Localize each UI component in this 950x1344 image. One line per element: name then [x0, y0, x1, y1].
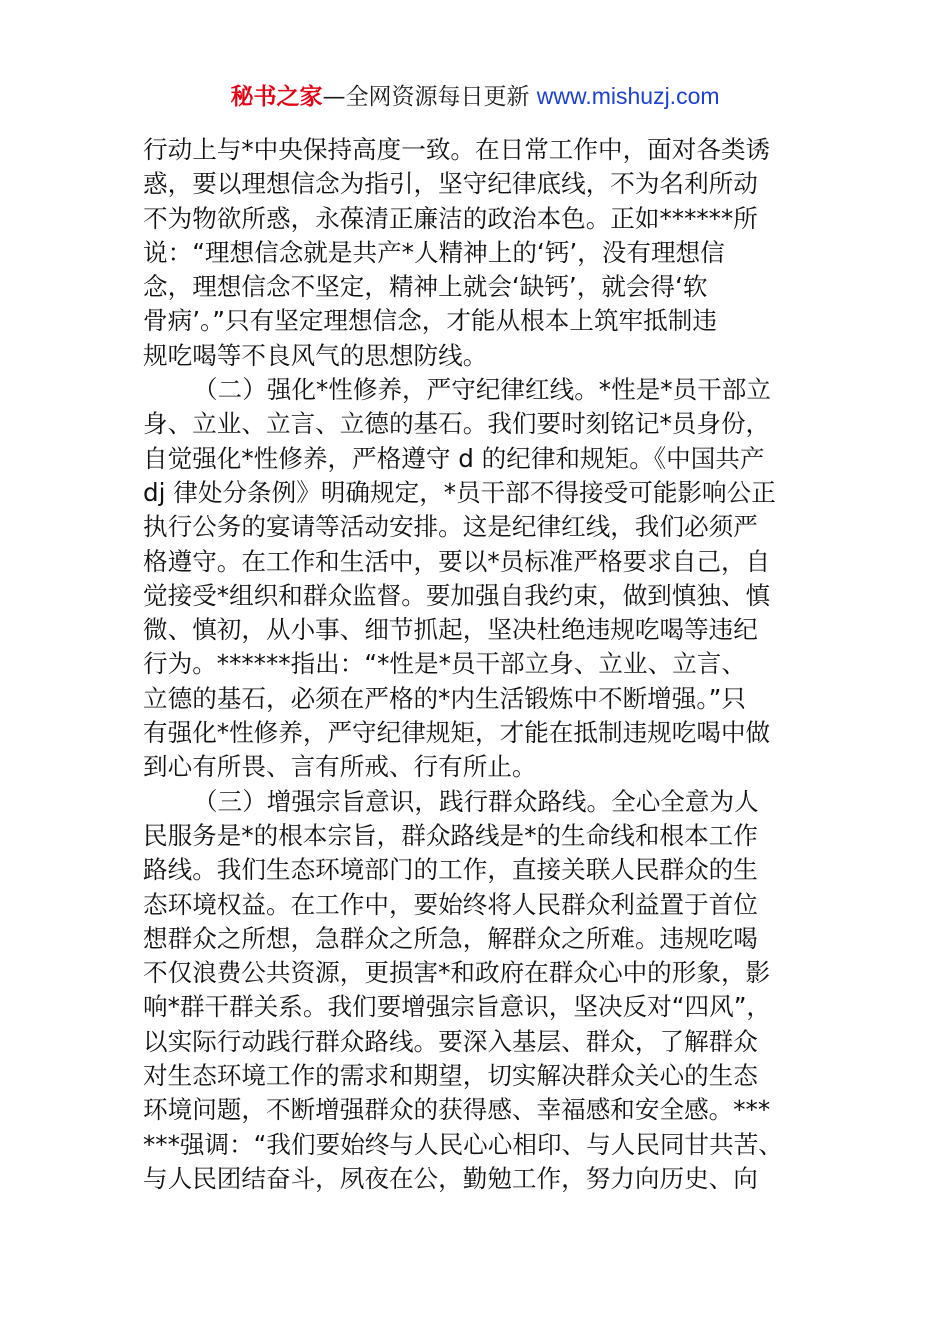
text-line: 有强化*性修养，严守纪律规矩，才能在抵制违规吃喝中做 [143, 718, 771, 748]
text-line: 路线。我们生态环境部门的工作，直接关联人民群众的生 [143, 855, 758, 885]
text-line: 行动上与*中央保持高度一致。在日常工作中，面对各类诱 [143, 135, 771, 164]
text-line: 自觉强化*性修养，严格遵守 d 的纪律和规矩。《中国共产 [143, 443, 765, 473]
page-header [0, 80, 950, 113]
text-line: 执行公务的宴请等活动安排。这是纪律红线，我们必须严 [143, 512, 758, 542]
brand-name: 秘书之家 [230, 84, 323, 110]
text-line: 不仅浪费公共资源，更损害*和政府在群众心中的形象，影 [143, 958, 771, 988]
text-line: 态环境权益。在工作中，要始终将人民群众利益置于首位 [143, 889, 758, 919]
text-line: ***强调：“我们要始终与人民心心相印、与人民同甘共苦、 [143, 1129, 783, 1159]
text-line: 以实际行动践行群众路线。要深入基层、群众，了解群众 [143, 1026, 758, 1056]
text-line: 微、慎初，从小事、细节抓起，坚决杜绝违规吃喝等违纪 [143, 615, 758, 645]
text-line: 立德的基石，必须在严格的*内生活锻炼中不断增强。”只 [143, 683, 746, 713]
text-line: 念，理想信念不坚定，精神上就会‘缺钙’，就会得‘软 [143, 272, 708, 302]
header-tagline: —全网资源每日更新 [322, 84, 537, 110]
text-line: 民服务是*的根本宗旨，群众路线是*的生命线和根本工作 [143, 820, 758, 850]
text-line: 行为。******指出：“*性是*员干部立身、立业、立言、 [143, 649, 746, 679]
text-line: 骨病’。”只有坚定理想信念，才能从根本上筑牢抵制违 [143, 306, 717, 336]
text-line: dj 律处分条例》明确规定，*员干部不得接受可能影响公正 [143, 477, 776, 507]
text-line: 环境问题，不断增强群众的获得感、幸福感和安全感。*** [143, 1095, 771, 1125]
text-line: 到心有所畏、言有所戒、行有所止。 [143, 752, 537, 782]
text-line: 想群众之所想，急群众之所急，解群众之所难。违规吃喝 [143, 923, 758, 953]
document-body [143, 133, 813, 1196]
site-url-link[interactable]: www.mishuzj.com [536, 83, 720, 109]
text-line: 与人民团结奋斗，夙夜在公，勤勉工作，努力向历史、向 [143, 1163, 758, 1193]
text-line: 格遵守。在工作和生活中，要以*员标准严格要求自己，自 [143, 546, 771, 576]
text-line: 规吃喝等不良风气的思想防线。 [143, 340, 488, 370]
text-line: 身、立业、立言、立德的基石。我们要时刻铭记*员身份， [143, 409, 771, 439]
text-line: 响*群干群关系。我们要增强宗旨意识，坚决反对“四风”， [143, 992, 772, 1022]
text-line: 说：“理想信念就是共产*人精神上的‘钙’，没有理想信 [143, 237, 725, 267]
text-line: 不为物欲所惑，永葆清正廉洁的政治本色。正如******所 [143, 203, 758, 233]
text-line: 惑，要以理想信念为指引，坚守纪律底线，不为名利所动 [143, 169, 758, 199]
section-heading-line: （三）增强宗旨意识，践行群众路线。全心全意为人 [193, 786, 759, 816]
section-heading-line: （二）强化*性修养，严守纪律红线。*性是*员干部立 [193, 375, 771, 405]
text-line: 对生态环境工作的需求和期望，切实解决群众关心的生态 [143, 1061, 758, 1091]
text-line: 觉接受*组织和群众监督。要加强自我约束，做到慎独、慎 [143, 580, 771, 610]
